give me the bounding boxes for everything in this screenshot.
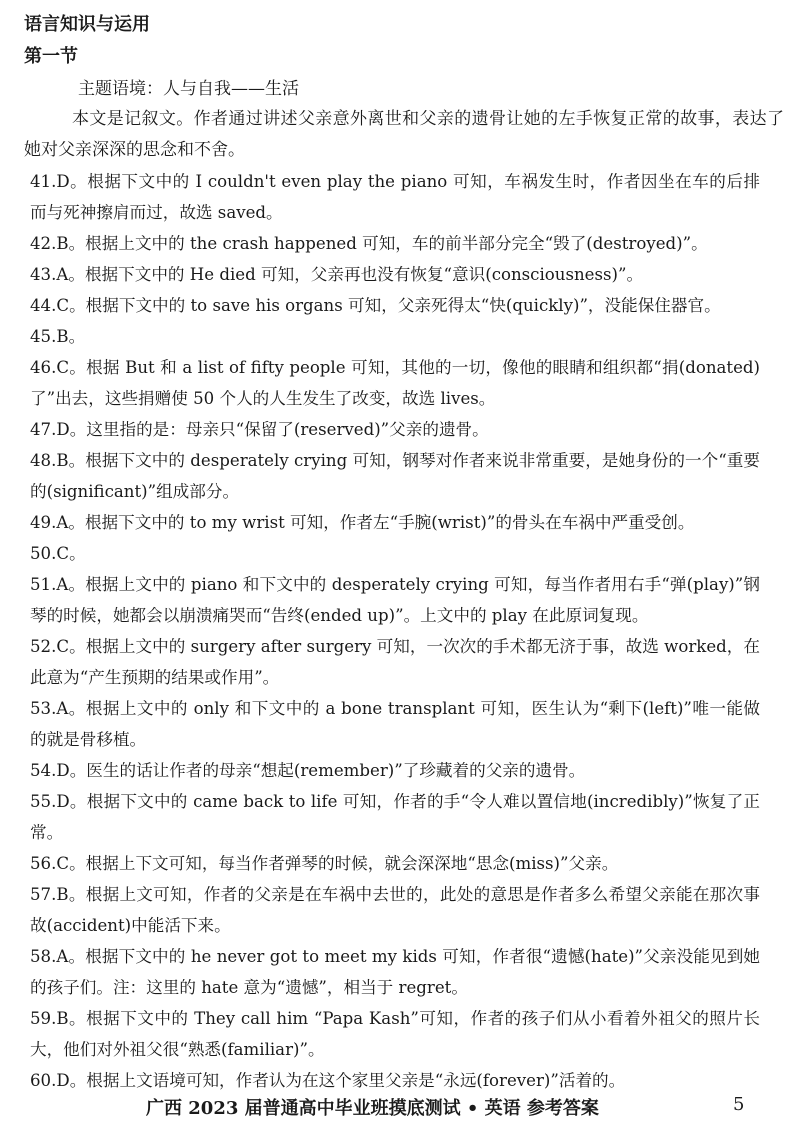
answer-text: C。根据下文中的 to save his organs 可知，父亲死得太“快(quickly)”，没能保住器官。	[56, 296, 721, 315]
answer-number: 43.	[30, 265, 57, 284]
answer-text: D。根据下文中的 I couldn't even play the piano 可知，车祸发生时，作者因坐在车的后排而与死神擦肩而过，故选 saved。	[30, 172, 760, 222]
answer-text: B。根据下文中的 They call him “Papa Kash”可知，作者的孩子们从小看着外祖父的照片长大，他们对外祖父很“熟悉(familiar)”。	[30, 1009, 760, 1059]
answer-text: C。	[56, 544, 86, 563]
answer-item	[30, 166, 760, 228]
answer-item	[30, 941, 760, 1003]
answer-item	[30, 538, 760, 569]
answer-number: 56.	[30, 854, 57, 873]
answer-text: D。医生的话让作者的母亲“想起(remember)”了珍藏着的父亲的遗骨。	[56, 761, 586, 780]
answer-number: 54.	[30, 761, 57, 780]
answer-number: 46.	[30, 358, 57, 377]
answer-number: 44.	[30, 296, 57, 315]
answer-text: A。根据下文中的 he never got to meet my kids 可知，作者很“遗憾(hate)”父亲没能见到她的孩子们。注：这里的 hate 意为“遗憾”，相当于 regret。	[30, 947, 760, 997]
answer-number: 55.	[30, 792, 57, 811]
page-number: 5	[733, 1094, 745, 1115]
section-title: 语言知识与运用	[24, 14, 150, 35]
answer-number: 49.	[30, 513, 57, 532]
answer-item	[30, 1065, 760, 1096]
answer-number: 41.	[30, 172, 57, 191]
answer-number: 50.	[30, 544, 57, 563]
answer-item	[30, 848, 760, 879]
answer-number: 60.	[30, 1071, 57, 1090]
answer-item	[30, 352, 760, 414]
answer-number: 52.	[30, 637, 57, 656]
answer-text: B。根据下文中的 desperately crying 可知，钢琴对作者来说非常重要，是她身份的一个“重要的(significant)”组成部分。	[30, 451, 760, 501]
answer-item	[30, 1003, 760, 1065]
answer-text: B。根据上文可知，作者的父亲是在车祸中去世的，此处的意思是作者多么希望父亲能在那次事故(accident)中能活下来。	[30, 885, 760, 935]
answer-text: A。根据上文中的 only 和下文中的 a bone transplant 可知，医生认为“剩下(left)”唯一能做的就是骨移植。	[30, 699, 760, 749]
answer-item	[30, 631, 760, 693]
answer-number: 47.	[30, 420, 57, 439]
answer-text: C。根据 But 和 a list of fifty people 可知，其他的一切，像他的眼睛和组织都“捐(donated)了”出去，这些捐赠使 50 个人的人生发生了改变，故选 lives。	[30, 358, 760, 408]
answer-item	[30, 755, 760, 786]
answer-item	[30, 445, 760, 507]
answer-number: 59.	[30, 1009, 57, 1028]
answer-text: C。根据上文中的 surgery after surgery 可知，一次次的手术都无济于事，故选 worked，在此意为“产生预期的结果或作用”。	[30, 637, 760, 687]
answer-item	[30, 414, 760, 445]
answer-text: C。根据上下文可知，每当作者弹琴的时候，就会深深地“思念(miss)”父亲。	[56, 854, 619, 873]
subsection-title: 第一节	[24, 46, 78, 67]
answer-text: B。根据上文中的 the crash happened 可知，车的前半部分完全“毁了(destroyed)”。	[56, 234, 708, 253]
answer-item	[30, 693, 760, 755]
answer-number: 48.	[30, 451, 57, 470]
answer-item	[30, 569, 760, 631]
answer-number: 45.	[30, 327, 57, 346]
answer-text: D。这里指的是：母亲只“保留了(reserved)”父亲的遗骨。	[56, 420, 489, 439]
answer-number: 58.	[30, 947, 57, 966]
answer-number: 53.	[30, 699, 57, 718]
answer-number: 57.	[30, 885, 57, 904]
footer-title: 广西 2023 届普通高中毕业班摸底测试 • 英语 参考答案	[146, 1098, 599, 1119]
answer-item	[30, 507, 760, 538]
answer-text: B。	[56, 327, 86, 346]
answer-number: 51.	[30, 575, 57, 594]
theme-line: 主题语境：人与自我——生活	[78, 79, 299, 99]
answer-item	[30, 259, 760, 290]
answer-text: A。根据上文中的 piano 和下文中的 desperately crying 可知，每当作者用右手“弹(play)”钢琴的时候，她都会以崩溃痛哭而“告终(ended up)”。上文中的 play 在此原词复现。	[30, 575, 760, 625]
answer-item	[30, 290, 760, 321]
answer-text: A。根据下文中的 He died 可知，父亲再也没有恢复“意识(consciousness)”。	[56, 265, 644, 284]
intro-paragraph: 本文是记叙文。作者通过讲述父亲意外离世和父亲的遗骨让她的左手恢复正常的故事，表达了她对父亲深深的思念和不舍。	[24, 109, 784, 160]
answer-item	[30, 786, 760, 848]
answer-text: D。根据上文语境可知，作者认为在这个家里父亲是“永远(forever)”活着的。	[56, 1071, 626, 1090]
answer-text: D。根据下文中的 came back to life 可知，作者的手“令人难以置信地(incredibly)”恢复了正常。	[30, 792, 760, 842]
answer-text: A。根据下文中的 to my wrist 可知，作者左“手腕(wrist)”的骨头在车祸中严重受创。	[56, 513, 695, 532]
answer-number: 42.	[30, 234, 57, 253]
answer-item	[30, 228, 760, 259]
answer-item	[30, 879, 760, 941]
answer-item	[30, 321, 760, 352]
